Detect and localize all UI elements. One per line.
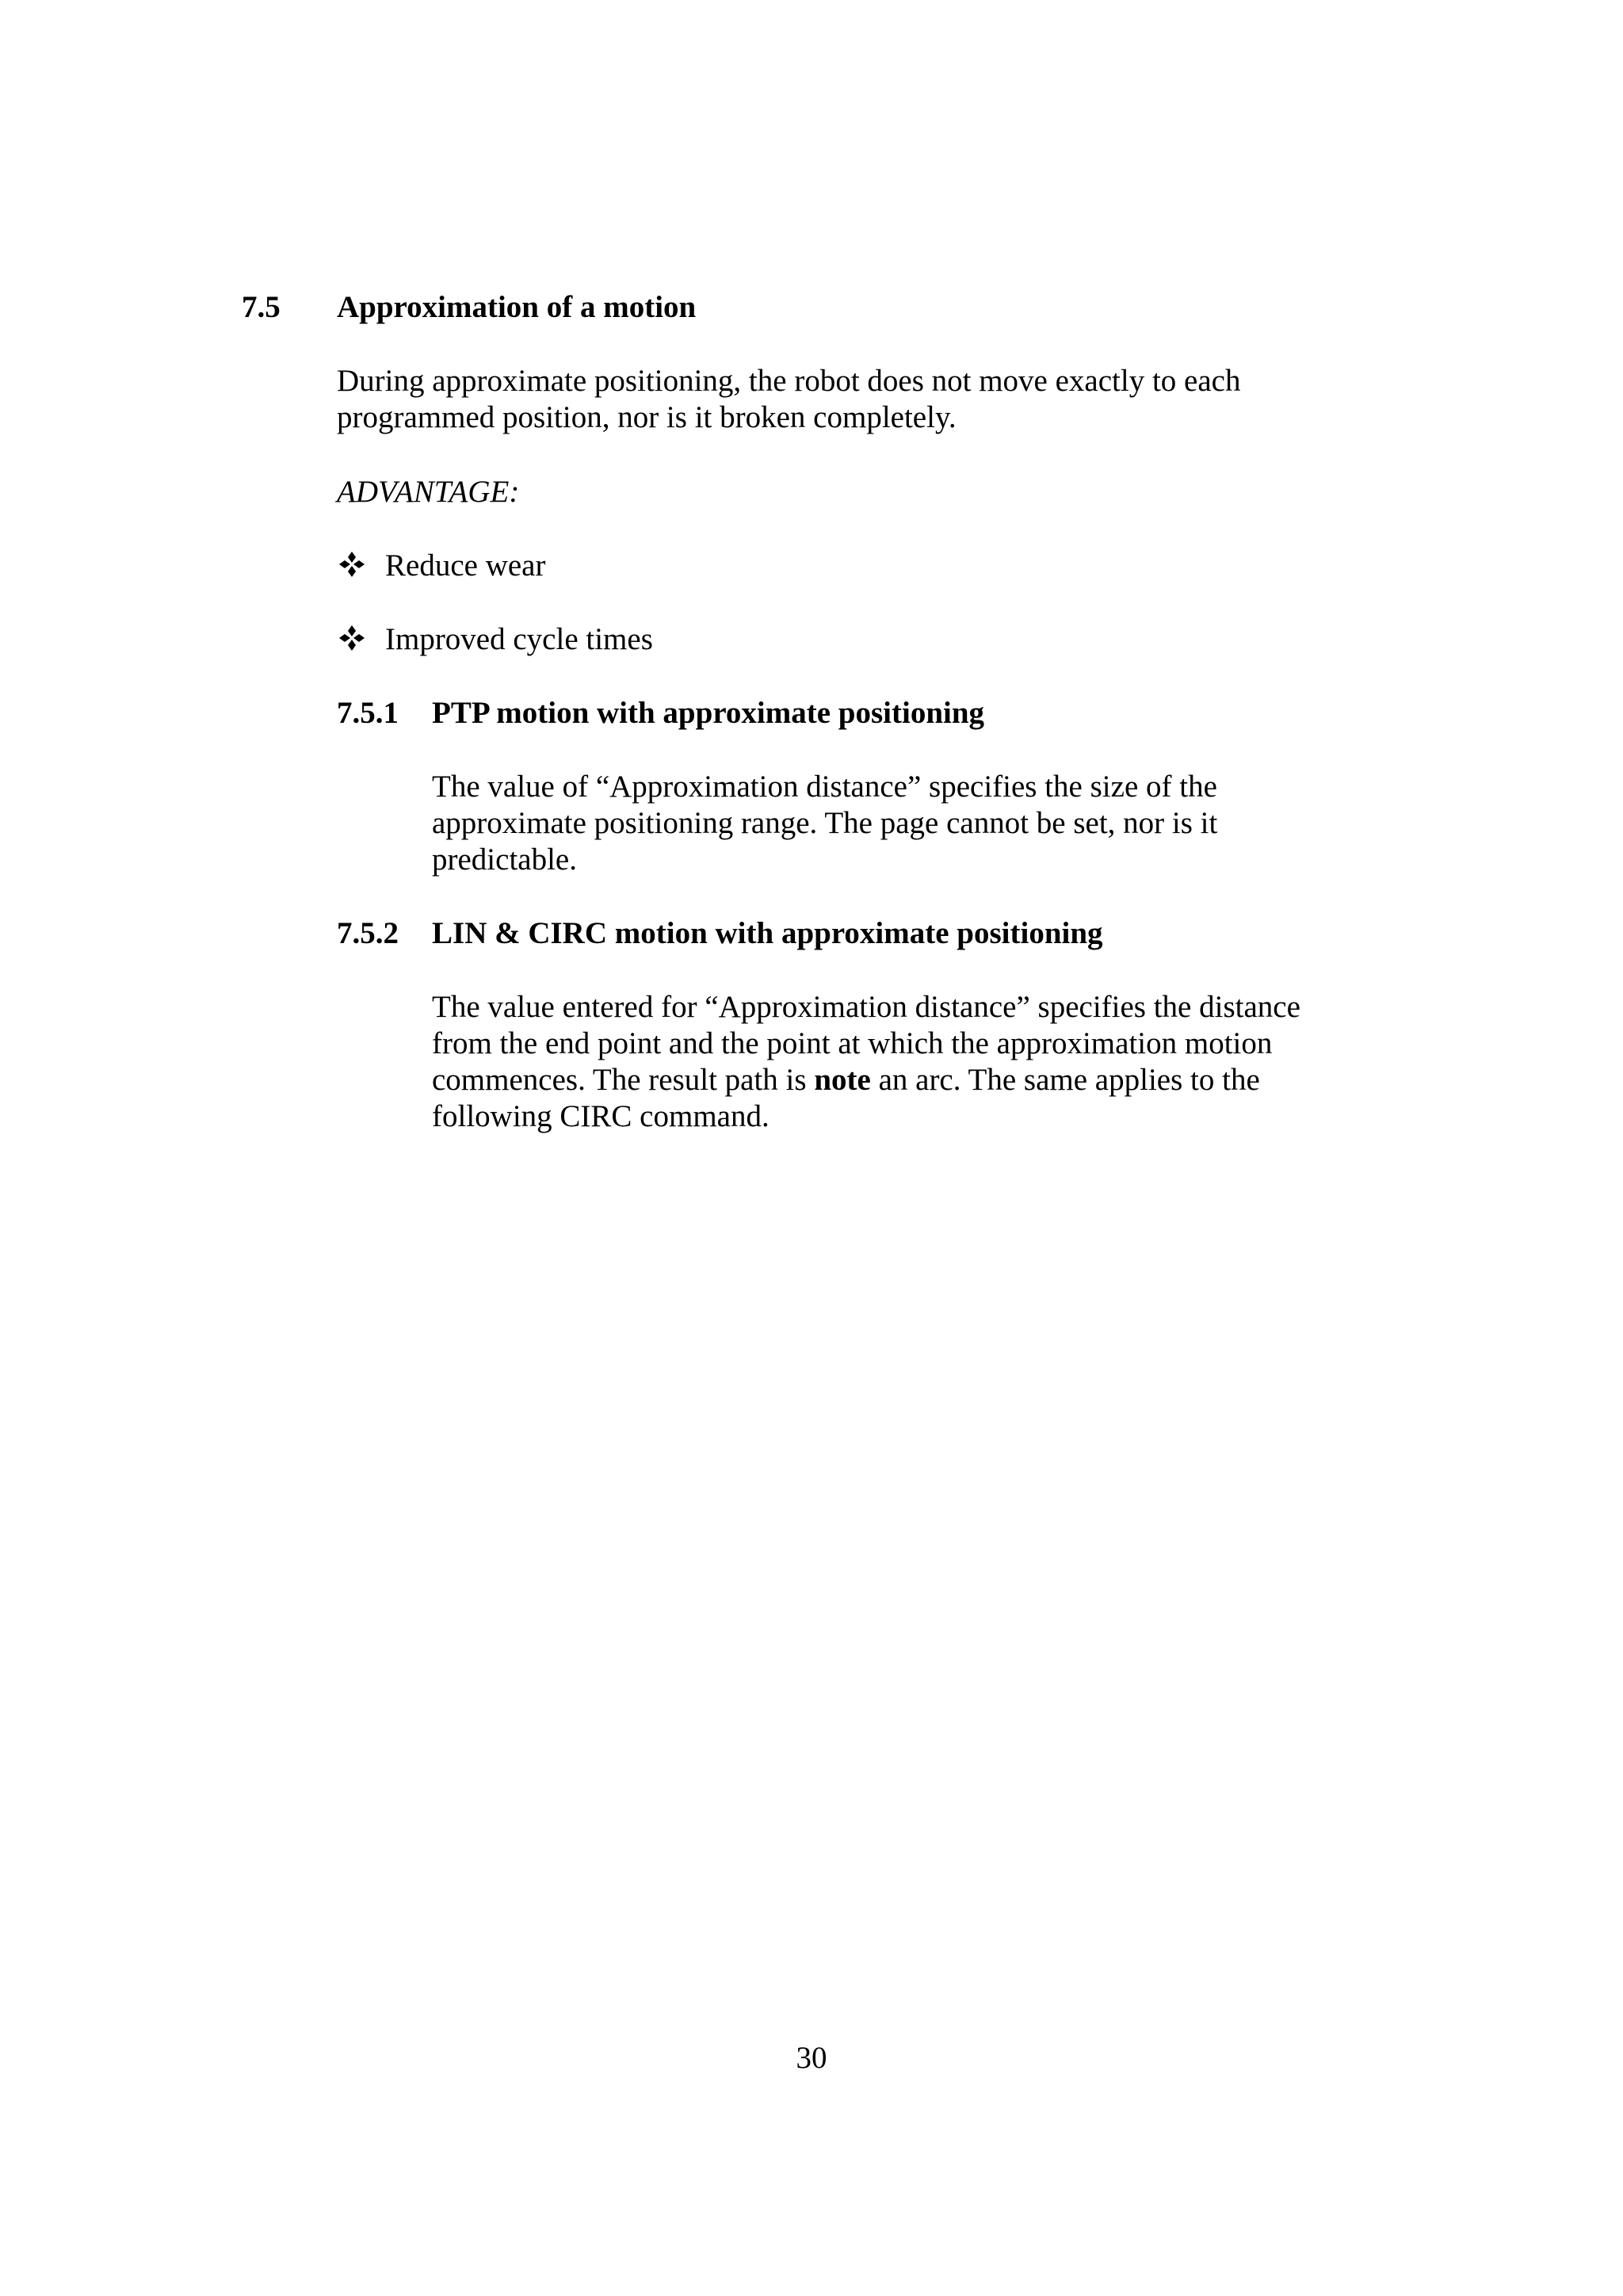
- advantage-label-text: ADVANTAGE:: [337, 475, 520, 509]
- intro-line-2: programmed position, nor is it broken completely.: [337, 400, 957, 434]
- bullet-text: Reduce wear: [385, 548, 546, 583]
- paragraph-line: approximate positioning range. The page cannot be set, nor is it: [432, 806, 1218, 840]
- paragraph-line: predictable.: [432, 842, 577, 877]
- subsection-title: LIN & CIRC motion with approximate positioning: [432, 916, 1103, 950]
- subsection-paragraph: [432, 769, 1217, 878]
- intro-paragraph: [337, 363, 1240, 436]
- four-diamond-bullet-icon: [338, 625, 365, 651]
- advantage-label: [337, 474, 519, 510]
- section-number: 7.5: [242, 290, 281, 324]
- subsection-paragraph: [432, 989, 1300, 1135]
- paragraph-line: The value entered for “Approximation distance” specifies the distance: [432, 990, 1300, 1024]
- subsection-title: PTP motion with approximate positioning: [432, 696, 985, 730]
- four-diamond-bullet-icon: [338, 551, 365, 578]
- bold-word: note: [814, 1063, 871, 1097]
- subsection-number: 7.5.1: [337, 696, 399, 730]
- paragraph-line: The value of “Approximation distance” specifies the size of the: [432, 770, 1217, 804]
- page-number: 30: [796, 2041, 827, 2075]
- section-title: Approximation of a motion: [337, 290, 697, 324]
- paragraph-line: [432, 1062, 1300, 1098]
- bullet-text: Improved cycle times: [385, 622, 653, 656]
- paragraph-line: following CIRC command.: [432, 1099, 769, 1133]
- subsection-number: 7.5.2: [337, 916, 399, 950]
- paragraph-line: from the end point and the point at which the approximation motion: [432, 1026, 1273, 1060]
- text-run: commences. The result path is: [432, 1063, 815, 1097]
- text-run: an arc. The same applies to the: [870, 1063, 1260, 1097]
- intro-line-1: During approximate positioning, the robot does not move exactly to each: [337, 364, 1241, 398]
